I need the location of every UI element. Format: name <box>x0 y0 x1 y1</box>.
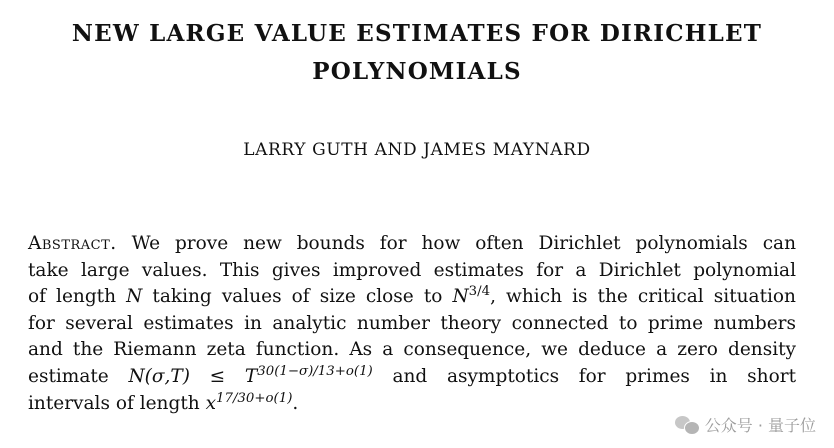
math-var: N <box>126 286 143 308</box>
abstract-line-3 <box>28 284 796 311</box>
math-leq: ≤ <box>209 365 226 387</box>
math-exponent: 30(1−σ)/13+o(1) <box>257 363 373 379</box>
abstract-line-2: take large values. This gives improved estimates for a Dirichlet polynomial <box>28 259 796 281</box>
math-expression: N(σ,T) <box>128 365 190 387</box>
abstract-text: intervals of length <box>28 392 200 414</box>
abstract-line-6 <box>28 364 796 391</box>
title-line-2: POLYNOMIALS <box>312 58 522 85</box>
abstract-line-1 <box>28 231 796 258</box>
abstract-text: , which is the critical situation <box>490 286 796 308</box>
abstract-text: of length <box>28 286 117 308</box>
math-exponent: 17/30+o(1) <box>216 390 293 406</box>
wechat-icon <box>675 415 699 435</box>
watermark <box>675 413 816 436</box>
abstract-text: We prove new bounds for how often Dirichlet polynomials can <box>131 233 796 254</box>
abstract <box>28 231 796 417</box>
abstract-text: taking values of size close to <box>152 286 443 308</box>
abstract-text: and asymptotics for primes in short <box>392 365 797 387</box>
abstract-line-4: for several estimates in analytic number theory connected to prime numbers <box>28 312 796 334</box>
title-line-1: NEW LARGE VALUE ESTIMATES FOR DIRICHLET <box>71 20 763 47</box>
math-exponent: 3/4 <box>468 284 491 300</box>
math-base: T <box>244 365 258 387</box>
abstract-heading: Abstract. <box>28 233 117 254</box>
watermark-text: 公众号 · 量子位 <box>704 416 816 435</box>
authors: LARRY GUTH AND JAMES MAYNARD <box>243 140 591 160</box>
abstract-text: estimate <box>28 365 109 387</box>
abstract-line-5: and the Riemann zeta function. As a consequence, we deduce a zero density <box>28 339 796 361</box>
math-base: N <box>452 286 469 308</box>
math-base: x <box>205 392 216 414</box>
abstract-text: . <box>292 392 299 414</box>
